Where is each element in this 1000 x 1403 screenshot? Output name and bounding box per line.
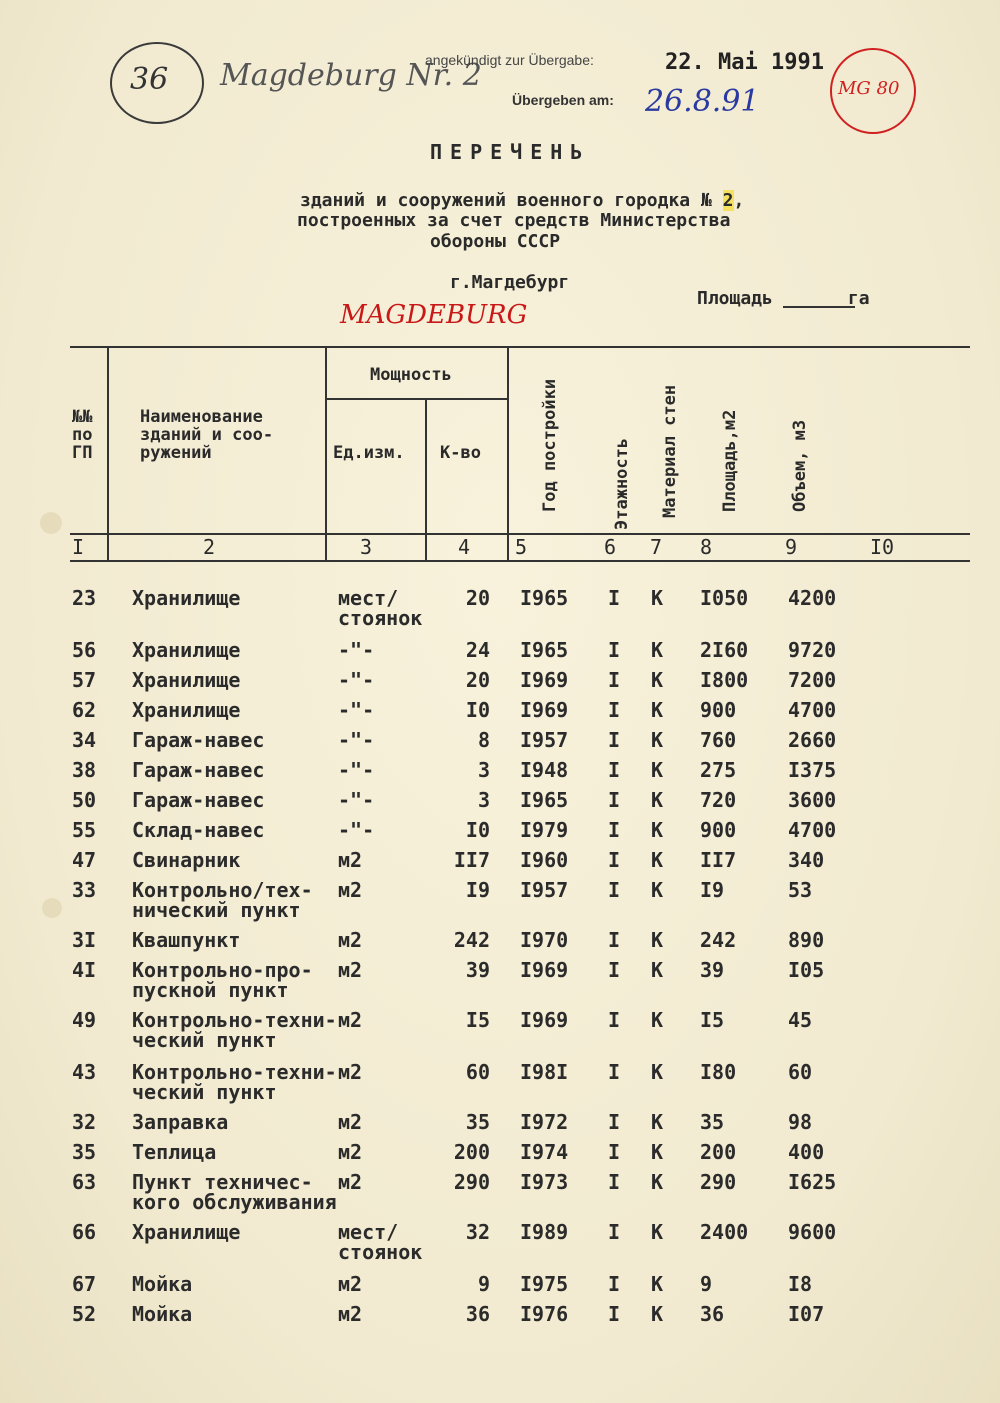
row-floors: I bbox=[608, 758, 621, 782]
row-year: I969 bbox=[520, 668, 569, 692]
row-unit bbox=[338, 1274, 362, 1294]
row-year: I98I bbox=[520, 1060, 569, 1084]
row-name bbox=[132, 790, 264, 810]
row-name-line: Гараж-навес bbox=[132, 788, 265, 812]
row-quantity: 24 bbox=[465, 638, 490, 662]
row-volume: I8 bbox=[788, 1272, 813, 1296]
row-floors: I bbox=[608, 1170, 621, 1194]
subtitle-line2: построенных за счет средств Министерства bbox=[297, 210, 731, 231]
row-floors: I bbox=[608, 1140, 621, 1164]
row-name-line: Хранилище bbox=[132, 698, 241, 722]
row-area: 36 bbox=[700, 1302, 725, 1326]
row-unit-line: м2 bbox=[338, 958, 363, 982]
row-unit bbox=[338, 930, 362, 950]
row-name-line: Хранилище bbox=[132, 638, 241, 662]
row-area: II7 bbox=[700, 848, 737, 872]
row-name bbox=[132, 1062, 337, 1102]
row-volume: 3600 bbox=[788, 788, 837, 812]
column-number: 5 bbox=[515, 535, 528, 559]
row-volume: 400 bbox=[788, 1140, 825, 1164]
row-material: К bbox=[651, 788, 664, 812]
row-number: 38 bbox=[72, 758, 97, 782]
row-floors: I bbox=[608, 1302, 621, 1326]
row-area: 242 bbox=[700, 928, 737, 952]
row-floors: I bbox=[608, 728, 621, 752]
row-unit bbox=[338, 960, 362, 980]
row-floors: I bbox=[608, 1220, 621, 1244]
row-name-line: Контрольно-про- bbox=[132, 958, 313, 982]
header-qty: К-во bbox=[440, 443, 481, 463]
row-name bbox=[132, 880, 313, 920]
row-name bbox=[132, 1222, 240, 1242]
row-volume: 60 bbox=[788, 1060, 813, 1084]
column-number: 3 bbox=[360, 535, 373, 559]
punch-hole bbox=[42, 898, 62, 918]
row-floors: I bbox=[608, 878, 621, 902]
row-material: К bbox=[651, 1272, 664, 1296]
row-unit bbox=[338, 1172, 362, 1192]
row-year: I989 bbox=[520, 1220, 569, 1244]
row-number: 57 bbox=[72, 668, 97, 692]
header-volume: Объем, м3 bbox=[790, 419, 810, 512]
row-number: 35 bbox=[72, 1140, 97, 1164]
row-unit-line: м2 bbox=[338, 878, 363, 902]
row-quantity: 3 bbox=[477, 758, 490, 782]
row-area: 39 bbox=[700, 958, 725, 982]
row-area: 720 bbox=[700, 788, 737, 812]
row-unit bbox=[338, 700, 374, 720]
city: г.Магдебург bbox=[450, 272, 570, 293]
row-unit bbox=[338, 1112, 362, 1132]
row-volume: 4700 bbox=[788, 818, 837, 842]
row-name-line: Хранилище bbox=[132, 1220, 241, 1244]
row-volume: 9720 bbox=[788, 638, 837, 662]
row-name-line: Заправка bbox=[132, 1110, 229, 1134]
row-material: К bbox=[651, 1008, 664, 1032]
highlighted-number: 2 bbox=[722, 190, 734, 211]
row-quantity: 35 bbox=[465, 1110, 490, 1134]
row-quantity: 9 bbox=[477, 1272, 490, 1296]
row-area: 275 bbox=[700, 758, 737, 782]
row-volume: 890 bbox=[788, 928, 825, 952]
row-area: 760 bbox=[700, 728, 737, 752]
row-unit-line: м2 bbox=[338, 1060, 363, 1084]
row-name-line: Гараж-навес bbox=[132, 758, 265, 782]
announced-date: 22. Mai 1991 bbox=[665, 50, 824, 75]
row-name bbox=[132, 1010, 337, 1050]
subtitle-line3: обороны СССР bbox=[430, 231, 561, 252]
row-quantity: I9 bbox=[465, 878, 490, 902]
row-unit-line: -"- bbox=[338, 818, 375, 842]
row-number: 23 bbox=[72, 586, 97, 610]
row-name bbox=[132, 640, 240, 660]
handwritten-location: Magdeburg Nr. 2 bbox=[220, 58, 482, 93]
row-unit-line: -"- bbox=[338, 758, 375, 782]
row-year: I976 bbox=[520, 1302, 569, 1326]
row-volume: 340 bbox=[788, 848, 825, 872]
row-name-line: Теплица bbox=[132, 1140, 217, 1164]
city-handwritten: MAGDEBURG bbox=[340, 300, 528, 330]
row-volume: 98 bbox=[788, 1110, 813, 1134]
area-blank-line bbox=[783, 306, 855, 308]
row-year: I969 bbox=[520, 698, 569, 722]
row-unit-line: -"- bbox=[338, 638, 375, 662]
row-name-line: пускной пункт bbox=[132, 978, 289, 1002]
row-name-line: ческий пункт bbox=[132, 1028, 277, 1052]
row-volume: 4700 bbox=[788, 698, 837, 722]
row-name-line: Хранилище bbox=[132, 586, 241, 610]
row-name-line: Свинарник bbox=[132, 848, 241, 872]
row-floors: I bbox=[608, 818, 621, 842]
row-name bbox=[132, 850, 240, 870]
row-material: К bbox=[651, 1220, 664, 1244]
punch-hole bbox=[40, 512, 62, 534]
row-quantity: 36 bbox=[465, 1302, 490, 1326]
row-volume: I05 bbox=[788, 958, 825, 982]
row-unit bbox=[338, 1142, 362, 1162]
row-quantity: 8 bbox=[477, 728, 490, 752]
column-number: I bbox=[72, 535, 85, 559]
row-material: К bbox=[651, 586, 664, 610]
row-number: 43 bbox=[72, 1060, 97, 1084]
row-material: К bbox=[651, 1110, 664, 1134]
row-unit bbox=[338, 588, 422, 628]
row-number: 4I bbox=[72, 958, 97, 982]
handed-over-label: Übergeben am: bbox=[512, 92, 614, 108]
row-name bbox=[132, 960, 313, 1000]
row-floors: I bbox=[608, 848, 621, 872]
row-name-line: Пункт техничес- bbox=[132, 1170, 313, 1194]
row-year: I969 bbox=[520, 958, 569, 982]
row-area: 900 bbox=[700, 698, 737, 722]
header-floors: Этажность bbox=[612, 437, 632, 530]
column-number: 6 bbox=[604, 535, 617, 559]
row-unit-line: -"- bbox=[338, 788, 375, 812]
row-number: 3I bbox=[72, 928, 97, 952]
handed-over-date: 26.8.91 bbox=[645, 84, 760, 119]
row-name-line: Контрольно/тех- bbox=[132, 878, 313, 902]
row-unit bbox=[338, 1304, 362, 1324]
row-area: 9 bbox=[700, 1272, 713, 1296]
row-number: 63 bbox=[72, 1170, 97, 1194]
row-unit-line: стоянок bbox=[338, 1240, 423, 1264]
row-floors: I bbox=[608, 788, 621, 812]
row-year: I974 bbox=[520, 1140, 569, 1164]
row-volume: 2660 bbox=[788, 728, 837, 752]
header-power: Мощность bbox=[370, 365, 452, 385]
row-area: 35 bbox=[700, 1110, 725, 1134]
row-number: 62 bbox=[72, 698, 97, 722]
row-year: I972 bbox=[520, 1110, 569, 1134]
row-quantity: 32 bbox=[465, 1220, 490, 1244]
row-material: К bbox=[651, 698, 664, 722]
row-year: I969 bbox=[520, 1008, 569, 1032]
row-floors: I bbox=[608, 1272, 621, 1296]
row-unit bbox=[338, 790, 374, 810]
row-unit-line: -"- bbox=[338, 698, 375, 722]
row-name bbox=[132, 730, 264, 750]
row-number: 52 bbox=[72, 1302, 97, 1326]
row-name bbox=[132, 930, 240, 950]
row-number: 49 bbox=[72, 1008, 97, 1032]
row-floors: I bbox=[608, 698, 621, 722]
row-material: К bbox=[651, 958, 664, 982]
row-material: К bbox=[651, 1170, 664, 1194]
row-name bbox=[132, 1172, 337, 1212]
row-quantity: 290 bbox=[453, 1170, 490, 1194]
row-name-line: ческий пункт bbox=[132, 1080, 277, 1104]
row-volume: 9600 bbox=[788, 1220, 837, 1244]
header-name: Наименование зданий и соо- ружений bbox=[140, 407, 274, 463]
row-year: I973 bbox=[520, 1170, 569, 1194]
row-name-line: Контрольно-техни- bbox=[132, 1008, 337, 1032]
row-name-line: Хранилище bbox=[132, 668, 241, 692]
row-unit-line: м2 bbox=[338, 1110, 363, 1134]
circled-number: 36 bbox=[130, 62, 169, 97]
row-name-line: Контрольно-техни- bbox=[132, 1060, 337, 1084]
row-name bbox=[132, 1112, 228, 1132]
row-unit bbox=[338, 730, 374, 750]
row-area: I80 bbox=[700, 1060, 737, 1084]
document-title: ПЕРЕЧЕНЬ bbox=[430, 140, 591, 164]
column-number: 2 bbox=[203, 535, 216, 559]
column-number: I0 bbox=[870, 535, 895, 559]
row-material: К bbox=[651, 1302, 664, 1326]
row-material: К bbox=[651, 818, 664, 842]
row-area: 2I60 bbox=[700, 638, 749, 662]
row-area: 2400 bbox=[700, 1220, 749, 1244]
row-name-line: кого обслуживания bbox=[132, 1190, 337, 1214]
row-unit bbox=[338, 1062, 362, 1082]
row-name bbox=[132, 820, 264, 840]
row-material: К bbox=[651, 928, 664, 952]
row-number: 32 bbox=[72, 1110, 97, 1134]
row-area: I9 bbox=[700, 878, 725, 902]
row-unit bbox=[338, 1222, 422, 1262]
row-year: I948 bbox=[520, 758, 569, 782]
column-number: 8 bbox=[700, 535, 713, 559]
announced-label: angekündigt zur Übergabe: bbox=[425, 52, 594, 68]
row-year: I957 bbox=[520, 878, 569, 902]
row-number: 47 bbox=[72, 848, 97, 872]
row-material: К bbox=[651, 1060, 664, 1084]
row-unit-line: стоянок bbox=[338, 606, 423, 630]
row-unit bbox=[338, 760, 374, 780]
row-volume: 53 bbox=[788, 878, 813, 902]
row-name bbox=[132, 588, 240, 608]
row-unit-line: м2 bbox=[338, 928, 363, 952]
row-volume: 4200 bbox=[788, 586, 837, 610]
row-quantity: I5 bbox=[465, 1008, 490, 1032]
row-floors: I bbox=[608, 638, 621, 662]
row-unit-line: м2 bbox=[338, 1170, 363, 1194]
row-area: 290 bbox=[700, 1170, 737, 1194]
row-name bbox=[132, 1142, 216, 1162]
row-material: К bbox=[651, 848, 664, 872]
row-floors: I bbox=[608, 958, 621, 982]
row-year: I957 bbox=[520, 728, 569, 752]
row-name-line: Склад-навес bbox=[132, 818, 265, 842]
row-material: К bbox=[651, 668, 664, 692]
row-year: I975 bbox=[520, 1272, 569, 1296]
row-name-line: Квашпункт bbox=[132, 928, 241, 952]
column-number: 9 bbox=[785, 535, 798, 559]
row-volume: I375 bbox=[788, 758, 837, 782]
row-volume: I07 bbox=[788, 1302, 825, 1326]
row-area: I800 bbox=[700, 668, 749, 692]
row-year: I960 bbox=[520, 848, 569, 872]
row-name bbox=[132, 700, 240, 720]
row-floors: I bbox=[608, 1060, 621, 1084]
row-unit bbox=[338, 1010, 362, 1030]
row-floors: I bbox=[608, 1110, 621, 1134]
row-material: К bbox=[651, 1140, 664, 1164]
row-number: 67 bbox=[72, 1272, 97, 1296]
row-material: К bbox=[651, 728, 664, 752]
row-unit-line: м2 bbox=[338, 1008, 363, 1032]
row-name bbox=[132, 1274, 192, 1294]
row-quantity: I0 bbox=[465, 818, 490, 842]
row-quantity: 20 bbox=[465, 586, 490, 610]
row-name-line: нический пункт bbox=[132, 898, 301, 922]
header-year: Год постройки bbox=[540, 378, 560, 512]
row-year: I965 bbox=[520, 586, 569, 610]
row-area: 900 bbox=[700, 818, 737, 842]
row-unit-line: м2 bbox=[338, 1272, 363, 1296]
row-number: 55 bbox=[72, 818, 97, 842]
stamp-code: MG 80 bbox=[838, 78, 900, 99]
header-material: Материал стен bbox=[660, 384, 680, 518]
row-number: 50 bbox=[72, 788, 97, 812]
row-name bbox=[132, 1304, 192, 1324]
row-unit-line: м2 bbox=[338, 1302, 363, 1326]
row-area: 200 bbox=[700, 1140, 737, 1164]
row-unit bbox=[338, 640, 374, 660]
row-floors: I bbox=[608, 928, 621, 952]
row-volume: I625 bbox=[788, 1170, 837, 1194]
row-material: К bbox=[651, 758, 664, 782]
row-number: 66 bbox=[72, 1220, 97, 1244]
row-area: I050 bbox=[700, 586, 749, 610]
row-number: 56 bbox=[72, 638, 97, 662]
column-number: 7 bbox=[650, 535, 663, 559]
row-floors: I bbox=[608, 1008, 621, 1032]
row-quantity: 242 bbox=[453, 928, 490, 952]
row-unit-line: м2 bbox=[338, 1140, 363, 1164]
subtitle-line1: зданий и сооружений военного городка № 2, bbox=[300, 190, 745, 211]
row-name bbox=[132, 760, 264, 780]
row-year: I970 bbox=[520, 928, 569, 952]
row-unit bbox=[338, 880, 362, 900]
row-quantity: II7 bbox=[453, 848, 490, 872]
row-name-line: Мойка bbox=[132, 1302, 193, 1326]
row-volume: 45 bbox=[788, 1008, 813, 1032]
row-name bbox=[132, 670, 240, 690]
row-unit-line: мест/ bbox=[338, 1220, 399, 1244]
row-number: 33 bbox=[72, 878, 97, 902]
row-material: К bbox=[651, 878, 664, 902]
row-quantity: 20 bbox=[465, 668, 490, 692]
row-number: 34 bbox=[72, 728, 97, 752]
header-unit: Ед.изм. bbox=[333, 443, 405, 463]
area-label: Площадь га bbox=[697, 288, 870, 309]
row-name-line: Гараж-навес bbox=[132, 728, 265, 752]
row-unit bbox=[338, 670, 374, 690]
header-num: №№ по ГП bbox=[72, 407, 93, 463]
row-unit bbox=[338, 850, 362, 870]
row-year: I965 bbox=[520, 788, 569, 812]
row-quantity: I0 bbox=[465, 698, 490, 722]
row-material: К bbox=[651, 638, 664, 662]
row-year: I965 bbox=[520, 638, 569, 662]
row-floors: I bbox=[608, 586, 621, 610]
row-unit-line: м2 bbox=[338, 848, 363, 872]
row-unit-line: -"- bbox=[338, 728, 375, 752]
row-volume: 7200 bbox=[788, 668, 837, 692]
row-year: I979 bbox=[520, 818, 569, 842]
row-quantity: 200 bbox=[453, 1140, 490, 1164]
column-number: 4 bbox=[458, 535, 471, 559]
row-name-line: Мойка bbox=[132, 1272, 193, 1296]
row-area: I5 bbox=[700, 1008, 725, 1032]
row-quantity: 3 bbox=[477, 788, 490, 812]
row-unit-line: мест/ bbox=[338, 586, 399, 610]
header-area: Площадь,м2 bbox=[720, 409, 740, 512]
row-unit-line: -"- bbox=[338, 668, 375, 692]
row-quantity: 39 bbox=[465, 958, 490, 982]
row-floors: I bbox=[608, 668, 621, 692]
row-unit bbox=[338, 820, 374, 840]
row-quantity: 60 bbox=[465, 1060, 490, 1084]
